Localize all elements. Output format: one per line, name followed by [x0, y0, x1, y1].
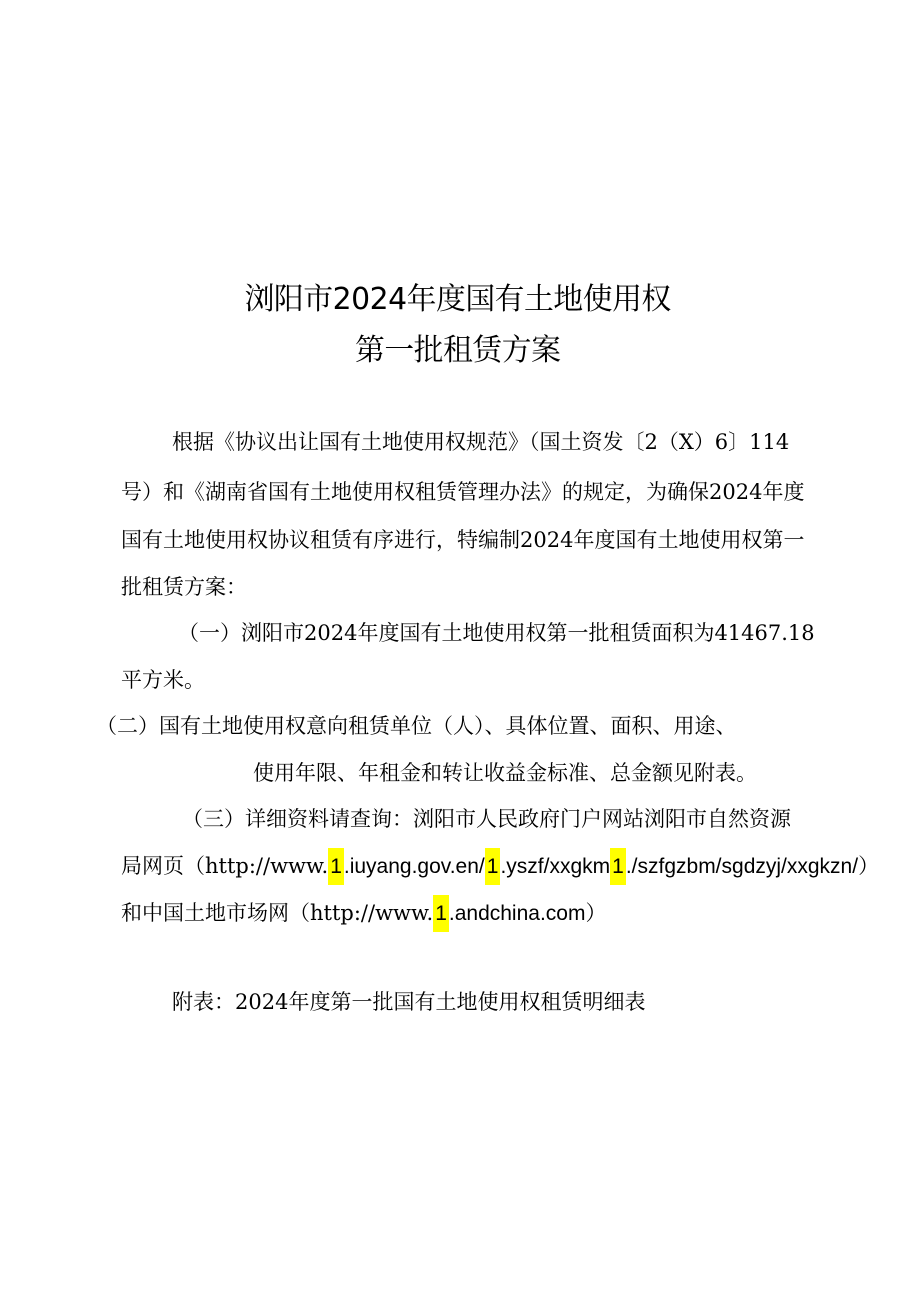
paragraph-1-line-3: 国有土地使用权协议租赁有序进行，特编制2024年度国有土地使用权第一: [121, 528, 805, 552]
paragraph-4-line-1: （三）详细资料请查询：浏阳市人民政府门户网站浏阳市自然资源: [182, 807, 791, 831]
paragraph-4-line-3: [121, 903, 606, 924]
url-segment: ./szfgzbm/sgdzyj/xxgkzn/）: [625, 855, 880, 878]
paragraph-2-line-1: （一）浏阳市2024年度国有土地使用权第一批租赁面积为41467.18: [178, 621, 815, 645]
url-segment: .andchina.com）: [448, 902, 607, 925]
highlighted-char: 1: [433, 895, 449, 932]
url-segment: .yszf/xxgkm: [500, 855, 611, 878]
paragraph-1-line-4: 批租赁方案：: [121, 575, 247, 599]
highlighted-char: 1: [485, 848, 501, 885]
paragraph-3-line-1: （二）国有土地使用权意向租赁单位（人）、具体位置、面积、用途、: [96, 714, 737, 738]
url-prefix-text: 和中国土地市场网（http://www.: [121, 901, 434, 925]
paragraph-4-line-2: [121, 856, 879, 877]
document-title-line-1: 浏阳市2024年度国有土地使用权: [244, 282, 671, 317]
url-prefix-text: 局网页（http://www.: [121, 854, 329, 878]
paragraph-1-line-1: 根据《协议出让国有土地使用权规范》（国土资发〔2（X）6〕114: [172, 430, 790, 454]
highlighted-char: 1: [610, 848, 626, 885]
appendix-reference: 附表：2024年度第一批国有土地使用权租赁明细表: [172, 990, 646, 1014]
paragraph-1-line-2: 号）和《湖南省国有土地使用权租赁管理办法》的规定，为确保2024年度: [121, 480, 805, 504]
paragraph-3-line-2: 使用年限、年租金和转让收益金标准、总金额见附表。: [253, 761, 757, 785]
highlighted-char: 1: [328, 848, 344, 885]
paragraph-2-line-2: 平方米。: [121, 668, 205, 692]
url-segment: .iuyang.gov.en/: [343, 855, 485, 878]
document-title-line-2: 第一批租赁方案: [354, 333, 561, 368]
